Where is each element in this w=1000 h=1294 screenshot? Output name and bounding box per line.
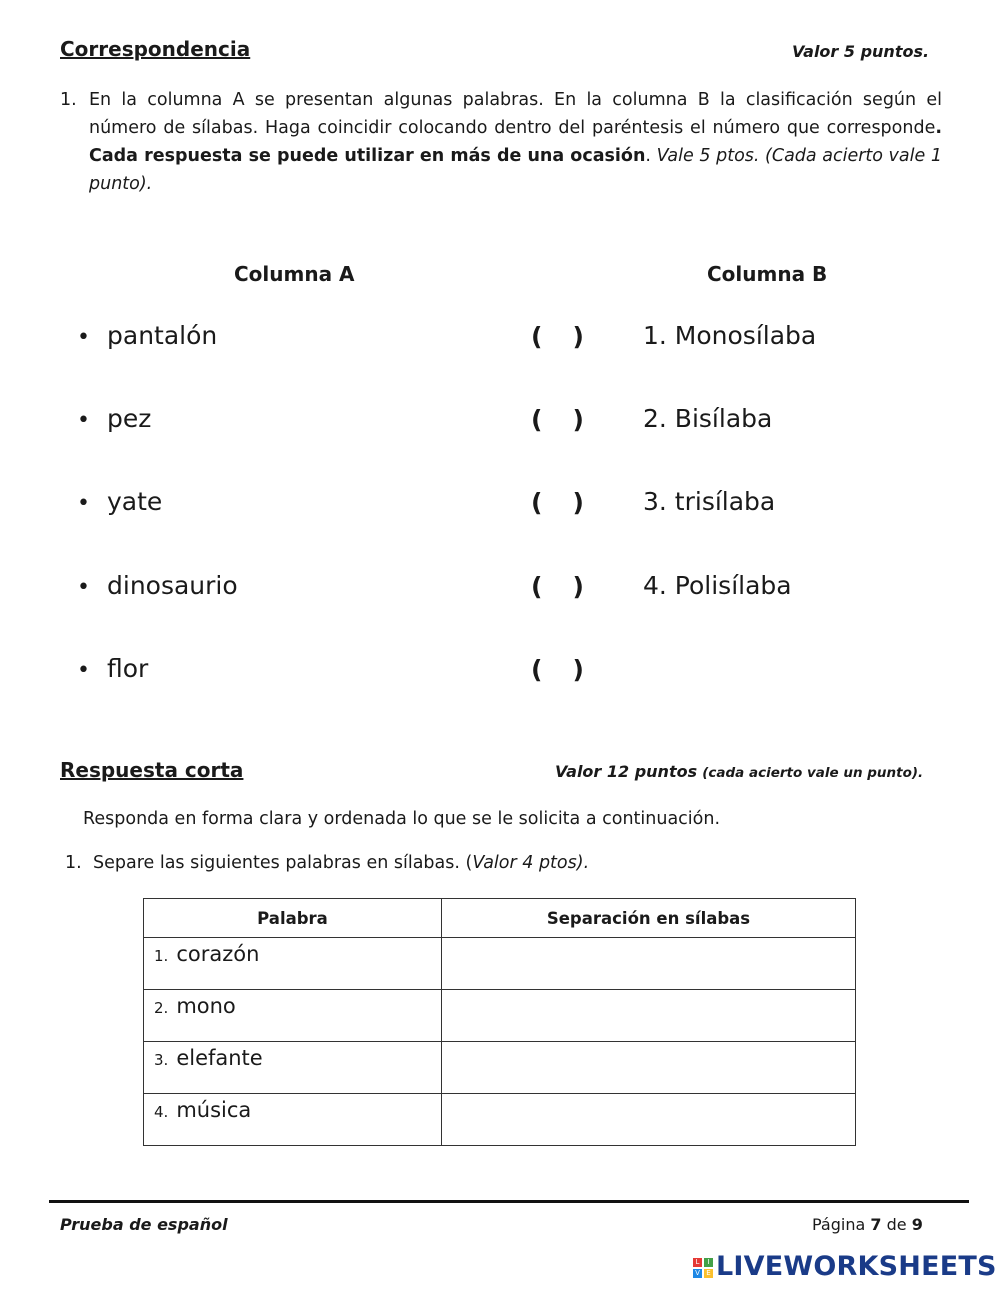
column-a-word: pantalón: [107, 321, 218, 350]
word-cell: 1. corazón: [144, 938, 442, 990]
table-header-row: [144, 899, 856, 938]
column-b-title: Columna B: [707, 262, 828, 286]
question-text: Separe las siguientes palabras en sílabas. (Valor 4 ptos).: [93, 853, 590, 873]
instruction-italic: Vale 5 ptos. (Cada acierto vale 1 punto).: [89, 146, 942, 194]
word-cell: 2. mono: [144, 990, 442, 1042]
column-a-word: yate: [107, 487, 163, 516]
liveworksheets-logo-icon: L IV E: [692, 1257, 716, 1279]
table-row: [144, 990, 856, 1042]
table-row: [144, 938, 856, 990]
answer-cell[interactable]: [442, 938, 856, 990]
answer-cell[interactable]: [442, 1094, 856, 1146]
bullet-icon: •: [77, 325, 90, 350]
column-b-option: 3. trisílaba: [643, 487, 776, 516]
answer-cell[interactable]: [442, 1042, 856, 1094]
footer-title: Prueba de español: [60, 1215, 228, 1234]
column-b-option: 2. Bisílaba: [643, 404, 773, 433]
answer-parentheses[interactable]: ( ): [531, 572, 584, 601]
section-title-correspondencia: Correspondencia: [60, 37, 251, 61]
question-number: 1.: [65, 853, 82, 873]
header-separacion: Separación en sílabas: [442, 899, 856, 938]
liveworksheets-brand[interactable]: LIVEWORKSHEETS: [716, 1251, 997, 1282]
section-value: Valor 5 puntos.: [792, 42, 930, 61]
column-a-word: dinosaurio: [107, 571, 238, 600]
section-value-note: (cada acierto vale un punto).: [702, 765, 924, 781]
table-row: [144, 1094, 856, 1146]
bullet-icon: •: [77, 658, 90, 683]
answer-parentheses[interactable]: ( ): [531, 488, 584, 517]
bullet-icon: •: [77, 491, 90, 516]
word-cell: 4. música: [144, 1094, 442, 1146]
page-number: Página 7 de 9: [812, 1215, 923, 1234]
bullet-icon: •: [77, 408, 90, 433]
instruction-part1: En la columna A se presentan algunas palabras. En la columna B la clasificación según el número de sílabas. Haga coincidir colocando dentro del paréntesis el número que corresponde: [89, 90, 942, 138]
intro-text: Responda en forma clara y ordenada lo que se le solicita a continuación.: [83, 809, 721, 829]
footer-divider: [49, 1200, 969, 1203]
column-b-option: 4. Polisílaba: [643, 571, 792, 600]
answer-parentheses[interactable]: ( ): [531, 655, 584, 684]
column-a-word: pez: [107, 404, 152, 433]
instructions: [60, 86, 942, 198]
header-palabra: Palabra: [144, 899, 442, 938]
column-b-option: 1. Monosílaba: [643, 321, 817, 350]
instruction-bold: . Cada respuesta se puede utilizar en más de una ocasión: [89, 118, 942, 166]
bullet-icon: •: [77, 575, 90, 600]
answer-cell[interactable]: [442, 990, 856, 1042]
answer-parentheses[interactable]: ( ): [531, 405, 584, 434]
word-cell: 3. elefante: [144, 1042, 442, 1094]
section-value: Valor 12 puntos (cada acierto vale un punto).: [555, 762, 924, 781]
section-title-respuesta-corta: Respuesta corta: [60, 758, 244, 782]
table-row: [144, 1042, 856, 1094]
instruction-number: 1.: [60, 90, 77, 110]
instruction-part2: .: [645, 146, 657, 166]
answer-parentheses[interactable]: ( ): [531, 322, 584, 351]
column-a-title: Columna A: [234, 262, 355, 286]
syllable-table: [143, 898, 856, 1146]
instruction-text: [89, 86, 942, 198]
column-a-word: flor: [107, 654, 149, 683]
